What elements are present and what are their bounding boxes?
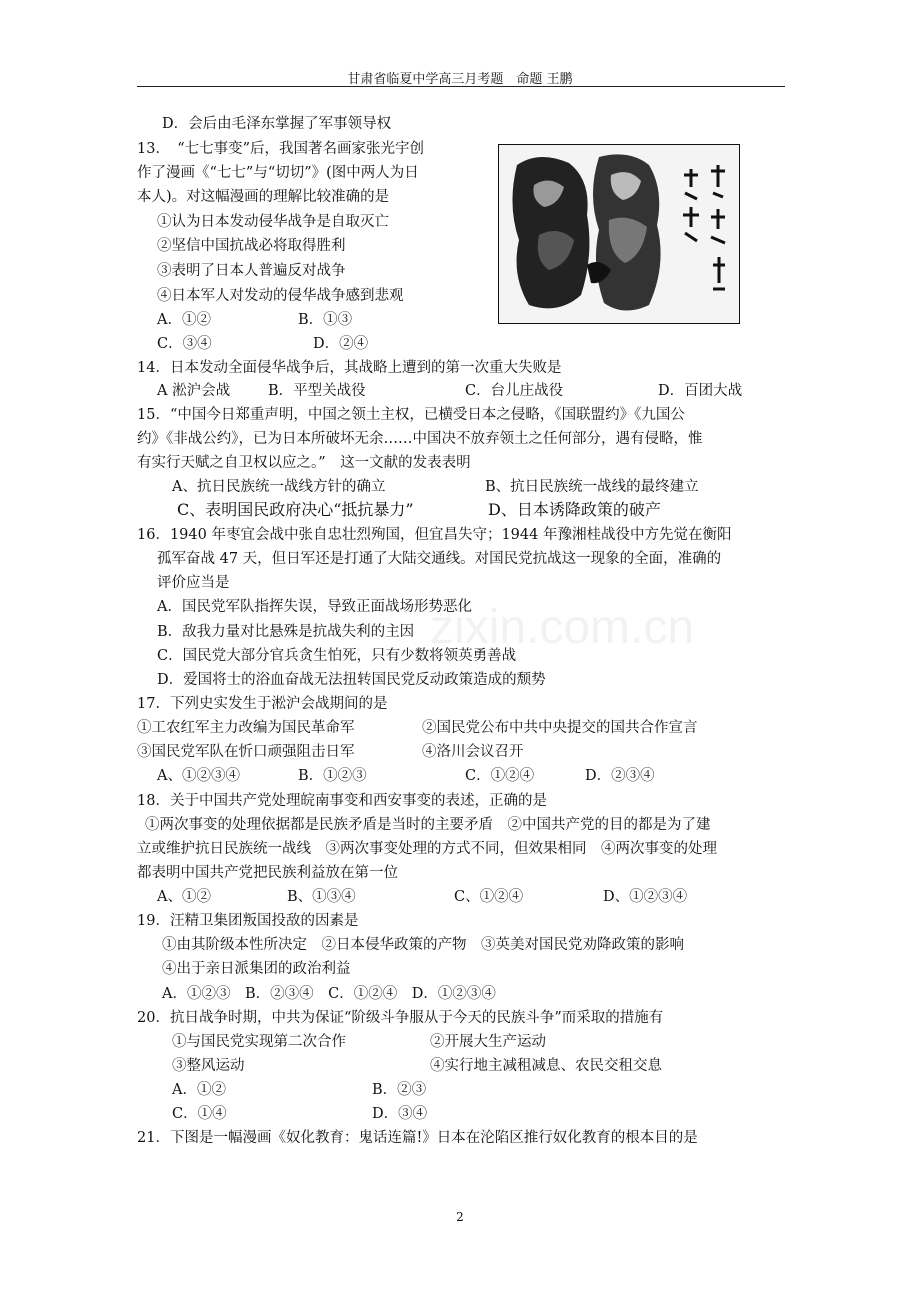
q18-items-1: ①两次事变的处理依据都是民族矛盾是当时的主要矛盾 ②中国共产党的目的都是为了建 (145, 817, 711, 833)
q16-stem-1: 16．1940 年枣宜会战中张自忠壮烈殉国，但宜昌失守；1944 年豫湘桂战役中方先觉在衡阳 (137, 527, 732, 543)
q19-options: A．①②③ B．②③④ C．①②④ D．①②③④ (162, 986, 496, 1002)
q15-stem-3: 有实行天赋之自卫权以应之。” 这一文献的发表表明 (137, 455, 471, 471)
page-number: 2 (456, 1210, 464, 1224)
q20-option-c: C．①④ (172, 1106, 227, 1122)
q17-option-b: B．①②③ (298, 768, 367, 784)
q19-stem: 19．汪精卫集团叛国投敌的因素是 (137, 913, 359, 929)
q13-stem-3: 本人)。对这幅漫画的理解比较准确的是 (137, 189, 390, 205)
q17-stem: 17．下列史实发生于淞沪会战期间的是 (137, 696, 388, 712)
q13-option-a: A．①② (157, 312, 211, 328)
q14-stem: 14．日本发动全面侵华战争后，其战略上遭到的第一次重大失败是 (137, 360, 562, 376)
q20-option-d: D．③④ (372, 1106, 428, 1122)
q13-stem-1: 13． “七七事变”后，我国著名画家张光宇创 (137, 141, 425, 157)
q18-stem: 18．关于中国共产党处理皖南事变和西安事变的表述，正确的是 (137, 793, 547, 809)
q15-option-c: C、表明国民政府决心“抵抗暴力” (177, 500, 414, 519)
q20-item-4: ④实行地主减租减息、农民交租交息 (430, 1058, 662, 1074)
cartoon-image (498, 144, 740, 324)
q13-stem-2: 作了漫画《“七七”与“切切”》(图中两人为日 (137, 165, 419, 181)
header-rule (137, 86, 785, 87)
q16-stem-2: 孤军奋战 47 天，但日军还是打通了大陆交通线。对国民党抗战这一现象的全面，准确的 (157, 551, 722, 567)
q15-option-d: D、日本诱降政策的破产 (488, 500, 661, 519)
q18-items-2: 立或维护抗日民族统一战线 ③两次事变处理的方式不同，但效果相同 ④两次事变的处理 (137, 841, 717, 857)
q19-items-2: ④出于亲日派集团的政治利益 (162, 961, 351, 977)
q13-item-4: ④日本军人对发动的侵华战争感到悲观 (157, 288, 404, 304)
q18-items-3: 都表明中国共产党把民族利益放在第一位 (137, 865, 398, 881)
q15-option-b: B、抗日民族统一战线的最终建立 (485, 479, 699, 495)
q20-option-b: B．②③ (372, 1082, 427, 1098)
q20-stem: 20．抗日战争时期，中共为保证“阶级斗争服从于今天的民族斗争”而采取的措施有 (137, 1010, 664, 1026)
cartoon-illustration (499, 145, 739, 323)
q13-item-3: ③表明了日本人普遍反对战争 (157, 263, 346, 279)
q16-stem-3: 评价应当是 (157, 575, 230, 591)
q15-stem-1: 15．“中国今日郑重声明，中国之领土主权，已横受日本之侵略，《国联盟约》《九国公 (137, 407, 685, 423)
q13-item-2: ②坚信中国抗战必将取得胜利 (157, 238, 346, 254)
q14-option-a: A 淞沪会战 (157, 383, 231, 399)
q18-option-d: D、①②③④ (603, 889, 688, 905)
q18-option-b: B、①③④ (287, 889, 356, 905)
watermark: zixin.com.cn (430, 601, 695, 654)
q17-item-1: ①工农红军主力改编为国民革命军 (137, 720, 355, 736)
q14-option-c: C．台儿庄战役 (465, 383, 564, 399)
q21-stem: 21．下图是一幅漫画《奴化教育：鬼话连篇!》日本在沦陷区推行奴化教育的根本目的是 (137, 1130, 698, 1146)
q17-option-c: C．①②④ (465, 768, 535, 784)
q17-option-a: A、①②③④ (157, 768, 240, 784)
q19-items-1: ①由其阶级本性所决定 ②日本侵华政策的产物 ③英美对国民党劝降政策的影响 (162, 937, 684, 953)
q15-stem-2: 约》《非战公约》，已为日本所破坏无余……中国决不放弃领土之任何部分，遇有侵略，惟 (137, 431, 703, 447)
q16-option-d: D．爱国将士的浴血奋战无法扭转国民党反动政策造成的颓势 (157, 672, 546, 688)
q15-option-a: A、抗日民族统一战线方针的确立 (172, 479, 386, 495)
q16-option-a: A．国民党军队指挥失误，导致正面战场形势恶化 (157, 599, 472, 615)
q16-option-b: B．敌我力量对比悬殊是抗战失利的主因 (157, 624, 415, 640)
page-header: 甘肃省临夏中学高三月考题 命题 王鹏 (347, 72, 573, 87)
q16-option-c: C．国民党大部分官兵贪生怕死，只有少数将领英勇善战 (157, 648, 517, 664)
q17-item-3: ③国民党军队在忻口顽强阻击日军 (137, 744, 355, 760)
q17-option-d: D．②③④ (585, 768, 655, 784)
q20-item-1: ①与国民党实现第二次合作 (172, 1034, 346, 1050)
q17-item-2: ②国民党公布中共中央提交的国共合作宣言 (422, 720, 698, 736)
q13-option-d: D．②④ (313, 336, 369, 352)
q17-item-4: ④洛川会议召开 (422, 744, 524, 760)
q18-option-c: C、①②④ (454, 889, 524, 905)
q13-item-1: ①认为日本发动侵华战争是自取灭亡 (157, 214, 389, 230)
q13-option-b: B．①③ (298, 312, 353, 328)
q14-option-b: B．平型关战役 (268, 383, 366, 399)
q20-item-2: ②开展大生产运动 (430, 1034, 546, 1050)
q18-option-a: A、①② (157, 889, 211, 905)
q20-item-3: ③整风运动 (172, 1058, 245, 1074)
q13-option-c: C．③④ (157, 336, 212, 352)
q20-option-a: A．①② (172, 1082, 226, 1098)
q12-option-d: D．会后由毛泽东掌握了军事领导权 (162, 116, 392, 132)
q14-option-d: D．百团大战 (658, 383, 743, 399)
